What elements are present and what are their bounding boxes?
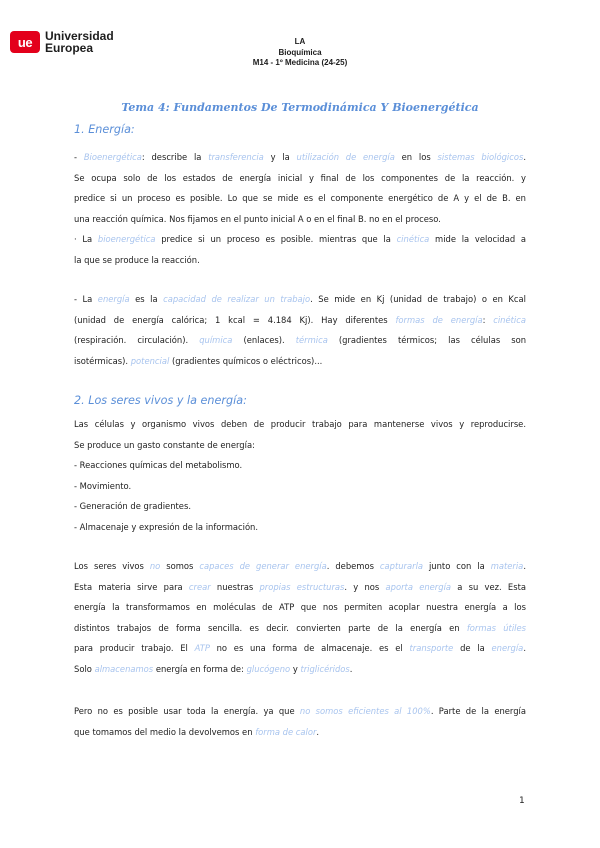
list-item: - Reacciones químicas del metabolismo. <box>74 460 243 471</box>
document-header <box>0 37 600 69</box>
text-line: Esta materia sirve para crear nuestras propias estructuras. y nos aporta energía a su vez. Esta <box>74 581 526 592</box>
text-line: que tomamos del medio la devolvemos en forma de calor. <box>74 726 320 737</box>
header-course: M14 - 1º Medicina (24-25) <box>252 58 348 67</box>
text-line: (respiración. circulación). química (enlaces). térmica (gradientes térmicos; las células son <box>74 335 527 346</box>
section-2-heading: 2. Los seres vivos y la energía: <box>74 394 247 407</box>
text-line: para producir trabajo. El ATP no es una forma de almacenaje. es el transporte de la energía. <box>74 643 526 654</box>
page-title: Tema 4: Fundamentos De Termodinámica Y Bioenergética <box>121 101 479 114</box>
text-line: Se produce un gasto constante de energía: <box>74 439 255 450</box>
text-line: - La energía es la capacidad de realizar un trabajo. Se mide en Kj (unidad de trabajo) o en Kcal <box>74 294 526 304</box>
logo-line-2: Europea <box>45 41 94 55</box>
header-initials: LA <box>294 37 306 46</box>
text-line: una reacción química. Nos fijamos en el punto inicial A o en el final B. no en el proceso. <box>74 213 441 224</box>
header-subject: Bioquímica <box>278 47 322 57</box>
list-item: - Generación de gradientes. <box>74 501 191 512</box>
section-1-paragraph-1 <box>74 147 526 271</box>
ue-logo-mark: ue <box>10 31 40 53</box>
text-line: Los seres vivos no somos capaces de generar energía. debemos capturarla junto con la materia. <box>74 561 526 571</box>
text-line: distintos trabajos de forma sencilla. es decir. convierten parte de la energía en formas útiles <box>74 622 527 633</box>
logo-line-1: Universidad <box>45 29 114 43</box>
text-line: (unidad de energía calórica; 1 kcal = 4.184 Kj). Hay diferentes formas de energía: cinética <box>74 314 526 325</box>
list-item: - Almacenaje y expresión de la información. <box>74 521 259 532</box>
text-line: isotérmicas). potencial (gradientes químicos o eléctricos)... <box>74 355 323 366</box>
section-1-paragraph-2 <box>74 289 526 371</box>
section-1-heading: 1. Energía: <box>74 123 135 136</box>
list-item: - Movimiento. <box>74 480 132 491</box>
text-line: Se ocupa solo de los estados de energía inicial y final de los componentes de la reacción. y <box>74 172 526 183</box>
section-2-paragraph-3 <box>74 701 526 742</box>
text-line: Pero no es posible usar toda la energía. ya que no somos eficientes al 100%. Parte de la energía <box>74 706 526 716</box>
text-line: Las células y organismo vivos deben de producir trabajo para mantenerse vivos y reproducirse. <box>74 419 526 429</box>
page-number: 1 <box>519 796 525 806</box>
text-line: Solo almacenamos energía en forma de: glucógeno y triglicéridos. <box>74 663 353 674</box>
section-2-paragraph-2 <box>74 556 526 680</box>
text-line: · La bioenergética predice si un proceso es posible. mientras que la cinética mide la velocidad a <box>74 234 526 245</box>
text-line: - Bioenergética: describe la transferencia y la utilización de energía en los sistemas biológicos. <box>74 152 527 162</box>
text-line: predice si un proceso es posible. Lo que se mide es el componente energético de A y el de B. en <box>74 193 526 204</box>
section-2-paragraph-1 <box>74 414 526 538</box>
text-line: energía la transformamos en moléculas de ATP que nos permiten acoplar nuestra energía a los <box>74 602 526 613</box>
text-line: la que se produce la reacción. <box>74 254 200 265</box>
